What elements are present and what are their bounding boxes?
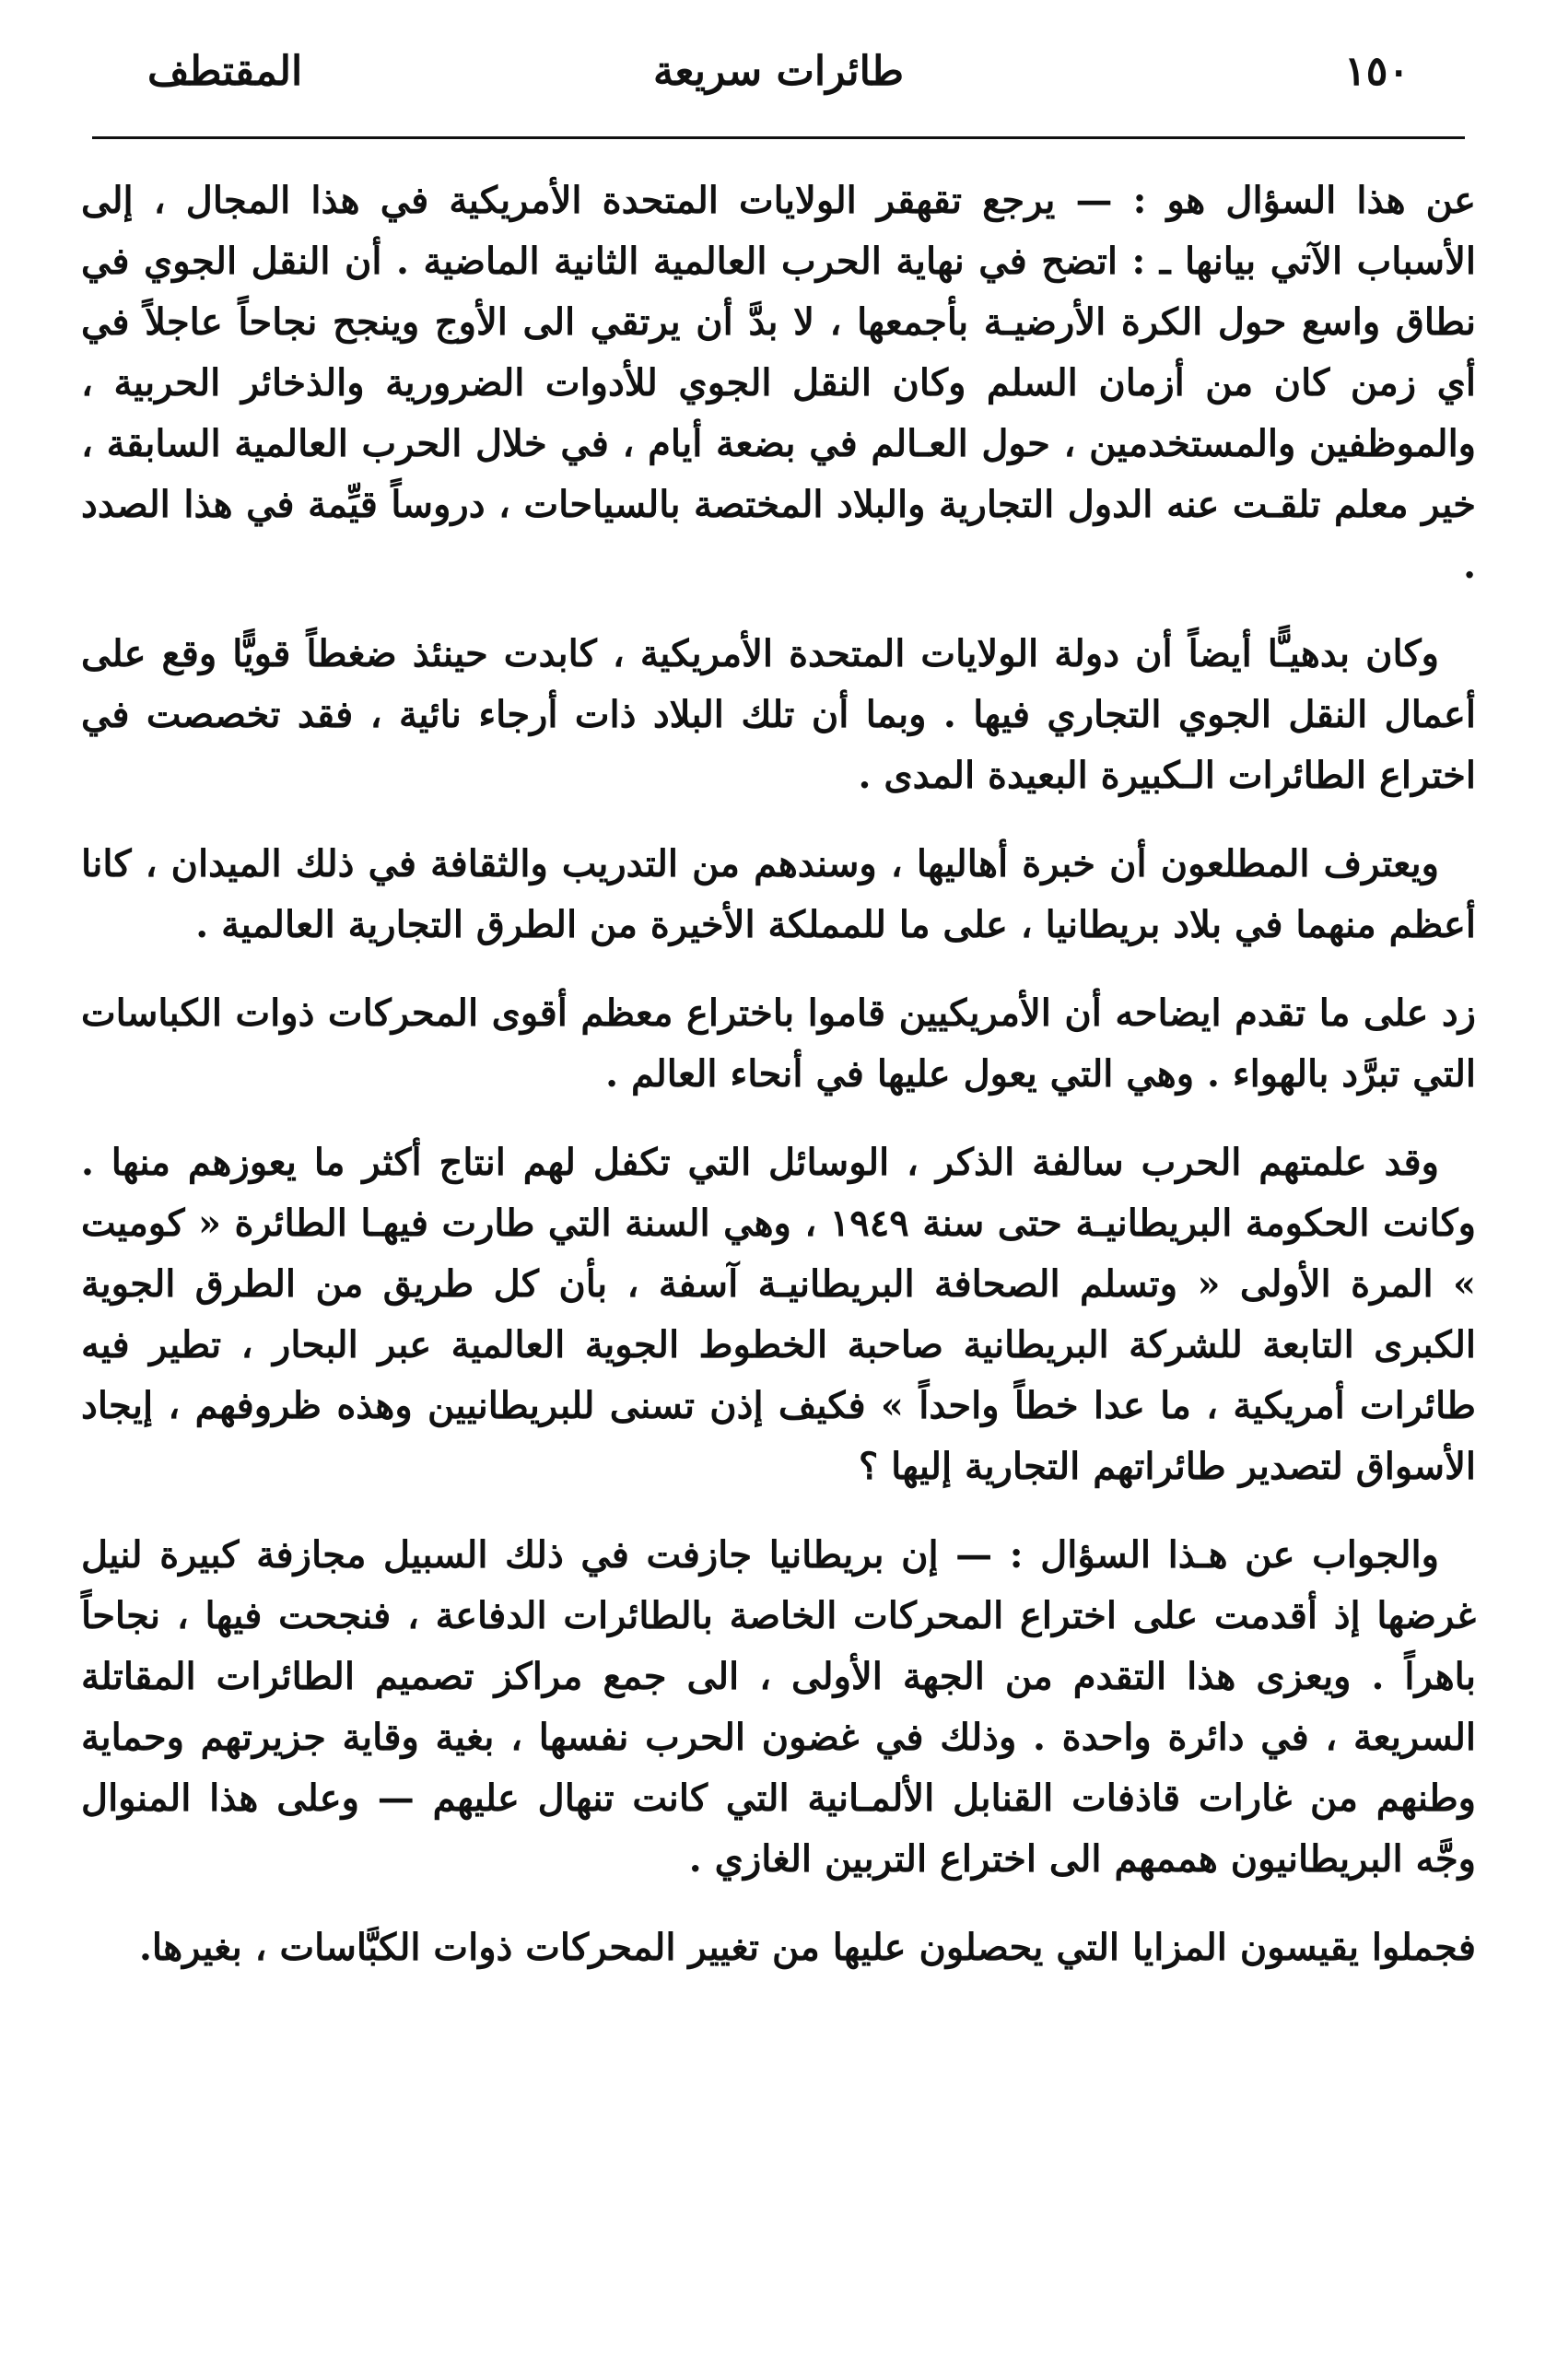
paragraph-1: عن هذا السؤال هو : — يرجع تقهقر الولايات المتحدة الأمريكية في هذا المجال ، إلى الأسباب الآتي بيانها ـ : اتضح في نهاية الحرب العالمية الثانية الماضية . أن النقل الجوي في نطاق واسع حول الكرة الأرضيـة بأجمعها ، لا بدَّ أن يرتقي الى الأوج وينجح نجاحاً عاجلاً في أي زمن كان من أزمان السلم وكان النقل الجوي للأدوات الضرورية والذخائر الحربية ، والموظفين والمستخدمين ، حول العـالم في بضعة أيام ، في خلال الحرب العالمية السابقة ، خير معلم تلقـت عنه الدول التجارية والبلاد المختصة بالسياحات ، دروساً قيِّمة في هذا الصدد . — [81, 179, 1476, 587]
paragraph-3: ويعترف المطلعون أن خبرة أهاليها ، وسندهم من التدريب والثقافة في ذلك الميدان ، كانا أعظم منهما في بلاد بريطانيا ، على ما للمملكة الأخيرة من الطرق التجارية العالمية . — [81, 842, 1476, 946]
header-rule — [92, 136, 1465, 139]
article-body — [81, 170, 1476, 2006]
paragraph-4: زد على ما تقدم ايضاحه أن الأمريكيين قاموا باختراع معظم أقوى المحركات ذوات الكباسات التي تبرَّد بالهواء . وهي التي يعول عليها في أنحاء العالم . — [81, 991, 1476, 1096]
page-number: ١٥٠ — [1344, 48, 1410, 95]
paragraph-6: والجواب عن هـذا السؤال : — إن بريطانيا جازفت في ذلك السبيل مجازفة كبيرة لنيل غرضها إذ أقدمت على اختراع المحركات الخاصة بالطائرات الدفاعة ، فنجحت فيها ، نجاحاً باهراً . ويعزى هذا التقدم من الجهة الأولى ، الى جمع مراكز تصميم الطائرات المقاتلة السريعة ، في دائرة واحدة . وذلك في غضون الحرب نفسها ، بغية وقاية جزيرتهم وحماية وطنهم من غارات قاذفات القنابل الألمـانية التي كانت تنهال عليهم — وعلى هذا المنوال وجَّه البريطانيون هممهم الى اختراع التربين الغازي . — [81, 1533, 1476, 1881]
paragraph-2: وكان بدهيـًّا أيضاً أن دولة الولايات المتحدة الأمريكية ، كابدت حينئذ ضغطاً قويًّا وقع على أعمال النقل الجوي التجاري فيها . وبما أن تلك البلاد ذات أرجاء نائية ، فقد تخصصت في اختراع الطائرات الـكبيرة البعيدة المدى . — [81, 632, 1476, 797]
paragraph-7: فجملوا يقيسون المزايا التي يحصلون عليها من تغيير المحركات ذوات الكبَّاسات ، بغيرها. — [138, 1926, 1476, 1969]
paragraph-5: وقد علمتهم الحرب سالفة الذكر ، الوسائل التي تكفل لهم انتاج أكثر ما يعوزهم منها . وكانت الحكومة البريطانيـة حتى سنة ١٩٤٩ ، وهي السنة التي طارت فيهـا الطائرة « كوميت » المرة الأولى « وتسلم الصحافة البريطانيـة آسفة ، بأن كل طريق من الطرق الجوية الكبرى التابعة للشركة البريطانية صاحبة الخطوط الجوية العالمية عبر البحار ، تطير فيه طائرات أمريكية ، ما عدا خطاً واحداً » فكيف إذن تسنى للبريطانيين وهذه ظروفهم ، إيجاد الأسواق لتصدير طائراتهم التجارية إليها ؟ — [81, 1141, 1476, 1488]
journal-name: المقتطف — [147, 48, 303, 95]
running-title: طائرات سريعة — [652, 48, 905, 95]
page-header — [92, 37, 1465, 111]
